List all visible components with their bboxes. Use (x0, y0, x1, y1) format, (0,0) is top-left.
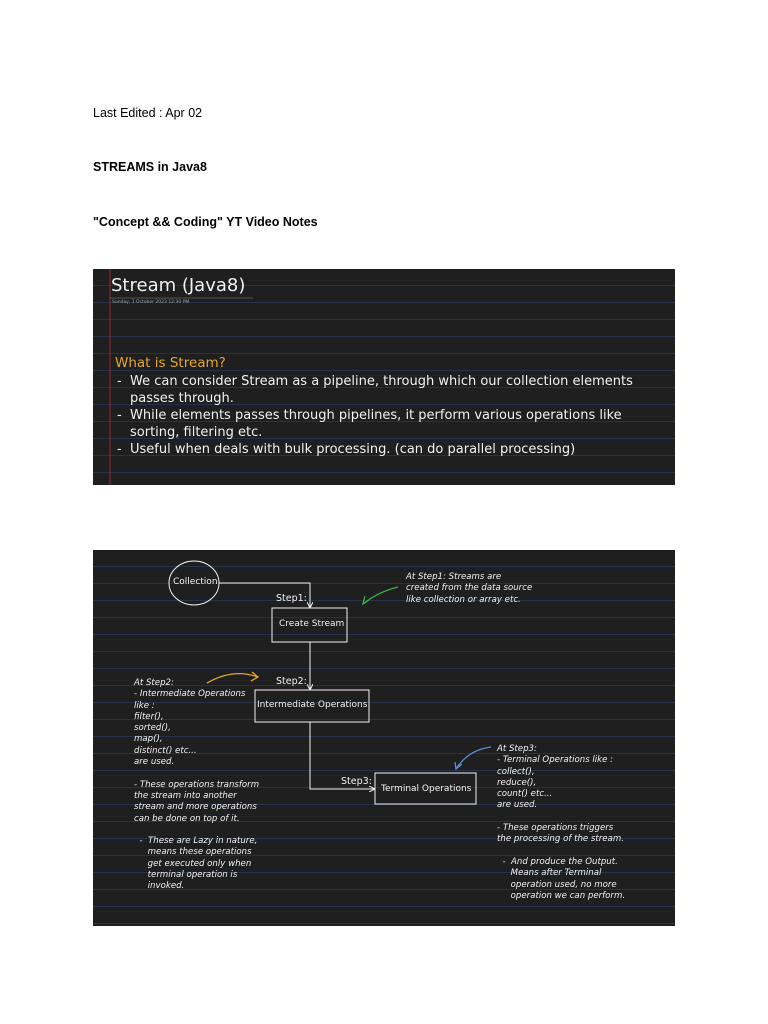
step2-note: At Step2: - Intermediate Operations like : filter(), sorted(), map(), distinct() etc... are used. - These operations transform the stream into another stream and more operations can be done on top of it. - These are Lazy in nature, means these operations get executed only when terminal operation is invoked. (134, 678, 260, 892)
intermediate-label: Intermediate Operations (257, 700, 368, 710)
slide1-title: Stream (Java8) (111, 275, 246, 296)
bullet-item: - While elements passes through pipelines, it perform various operations like sorting, filtering etc. (115, 407, 660, 441)
page-title: STREAMS in Java8 (93, 160, 207, 174)
green-arrowhead (363, 596, 369, 604)
step2-label: Step2: (276, 676, 307, 687)
slide1-question: What is Stream? (115, 355, 226, 371)
step3-label: Step3: (341, 776, 372, 787)
step3-note: At Step3: - Terminal Operations like : collect(), reduce(), count() etc... are used. - These operations triggers the processing of the stream. - And produce the Output. Means after Terminal operation used, no more operation we can perform. (497, 744, 626, 901)
collection-label: Collection (173, 577, 218, 587)
green-arrow-icon (363, 587, 398, 604)
slide1-bullets (115, 373, 660, 458)
stream-pipeline-slide (93, 550, 675, 926)
terminal-label: Terminal Operations (381, 784, 472, 794)
step1-note: At Step1: Streams are created from the data source like collection or array etc. (406, 572, 533, 605)
page-subtitle: "Concept && Coding" YT Video Notes (93, 215, 318, 229)
bullet-item: - We can consider Stream as a pipeline, through which our collection elements passes through. (115, 373, 660, 407)
bullet-item: - Useful when deals with bulk processing. (can do parallel processing) (115, 441, 660, 458)
slide1-date: Sunday, 1 October 2023 12:30 PM (112, 300, 190, 305)
stream-intro-slide (93, 269, 675, 485)
step1-label: Step1: (276, 593, 307, 604)
create-stream-label: Create Stream (279, 619, 345, 629)
blue-arrow-icon (456, 747, 491, 769)
last-edited-text: Last Edited : Apr 02 (93, 106, 203, 120)
